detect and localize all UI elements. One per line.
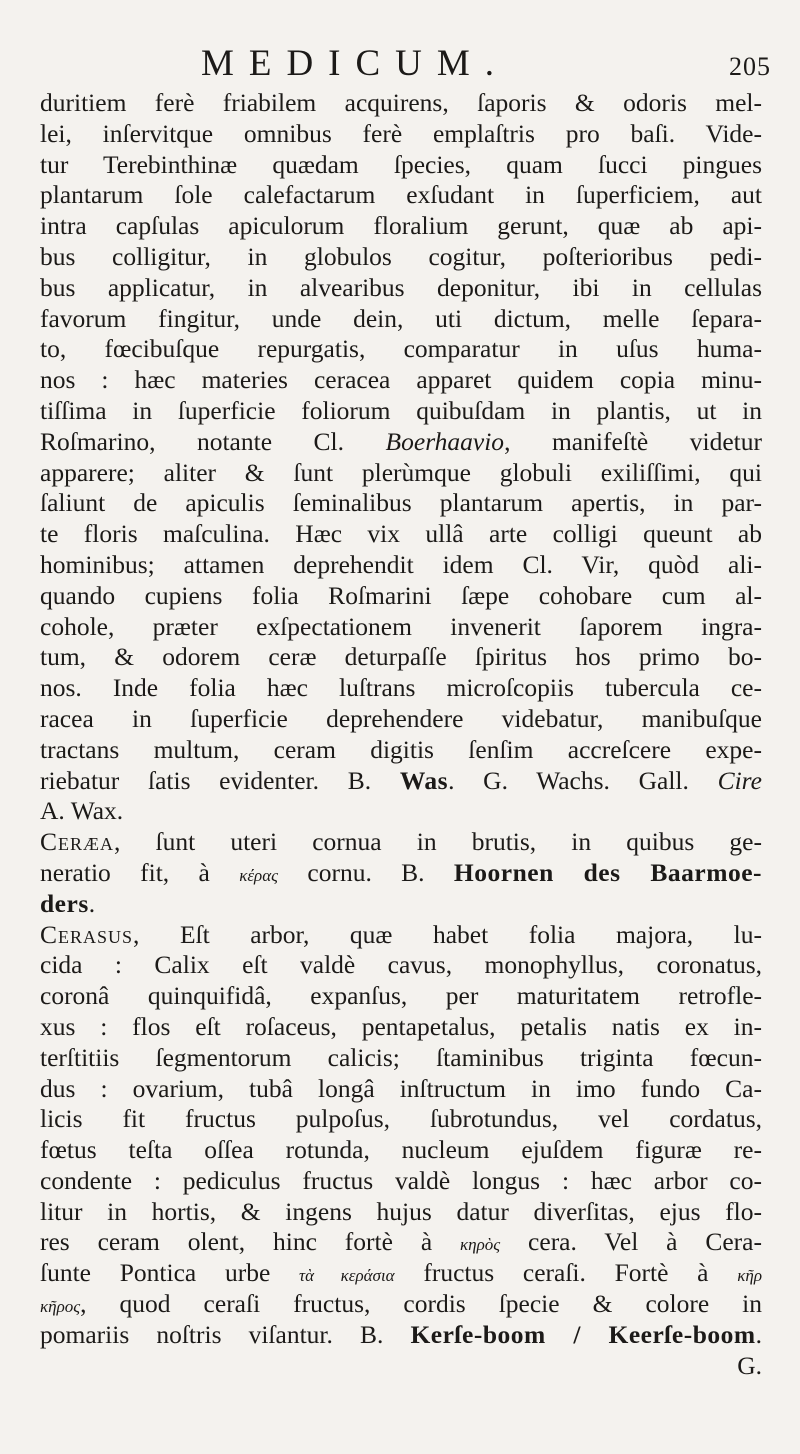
text-line (40, 1074, 762, 1105)
catchword: G. (737, 1350, 762, 1380)
text-line (40, 1320, 762, 1351)
text-line (40, 1012, 762, 1043)
text-segment: fœtus teſta oſſea rotunda, nucleum ejuſdem figuræ re- (40, 1135, 762, 1165)
text-line (40, 858, 762, 889)
running-head: MEDICUM. (200, 43, 510, 84)
text-line (40, 796, 762, 827)
text-line (40, 1227, 762, 1258)
text-line (40, 304, 762, 335)
page-number: 205 (729, 52, 771, 81)
text-segment: bus applicatur, in alvearibus deponitur, ibi in cellulas (40, 272, 762, 302)
text-segment: Hoornen des Baarmoe- (453, 857, 763, 887)
text-segment: , ſunt uteri cornua in brutis, in quibus ge- (114, 827, 762, 857)
page-header (0, 38, 800, 88)
text-segment: ſunte Pontica urbe (40, 1258, 299, 1288)
text-line (40, 735, 762, 766)
text-segment: duritiem ferè friabilem acquirens, ſaporis & odoris mel- (40, 88, 762, 117)
text-segment: κέρας (239, 865, 279, 885)
text-segment: bus colligitur, in globulos cogitur, poſterioribus pedi- (40, 241, 762, 271)
text-line (40, 889, 762, 920)
text-segment: , quod ceraſi fructus, cordis ſpecie & colore in (80, 1289, 762, 1319)
text-segment: nos : hæc materies ceracea apparet quidem copia minu- (40, 365, 762, 395)
text-segment: Cire (717, 765, 762, 795)
text-segment: , Eſt arbor, quæ habet folia majora, lu- (133, 919, 762, 949)
text-line (40, 88, 762, 119)
text-line (40, 612, 762, 643)
text-line (40, 581, 762, 612)
text-segment: Roſmarino, notante Cl. (40, 426, 386, 456)
text-line (40, 920, 762, 951)
text-segment: intra capſulas apiculorum floralium gerunt, quæ ab api- (40, 211, 762, 241)
text-line (40, 1135, 762, 1166)
text-line (40, 458, 762, 489)
text-line (40, 642, 762, 673)
text-segment: Kerſe-boom / Keerſe-boom (410, 1319, 756, 1349)
text-segment: res ceram olent, hinc fortè à (40, 1227, 461, 1257)
text-segment: condente : pediculus fructus valdè longus : hæc arbor co- (40, 1165, 762, 1195)
text-segment: cida : Calix eſt valdè cavus, monophyllus, coronatus, (40, 950, 762, 980)
text-line (40, 673, 762, 704)
text-segment: cohole, præter exſpectationem invenerit ſaporem ingra- (40, 611, 762, 641)
text-segment: lei, inſervitque omnibus ferè emplaſtris pro baſi. Vide- (40, 118, 762, 148)
text-segment: Boerhaavio (385, 426, 505, 456)
text-segment: fructus ceraſi. Fortè à (394, 1258, 738, 1288)
text-line (40, 211, 762, 242)
text-segment: riebatur ſatis evidenter. B. (40, 765, 400, 795)
text-segment: ſaliunt de apiculis ſeminalibus plantarum apertis, in par- (40, 488, 762, 518)
text-line (40, 704, 762, 735)
text-line (40, 1043, 762, 1074)
text-segment: tur Terebinthinæ quædam ſpecies, quam ſucci pingues (40, 149, 762, 179)
text-segment: tiſſima in ſuperficie foliorum quibuſdam in plantis, ut in (40, 395, 762, 425)
body-text (40, 88, 762, 1381)
text-line (40, 396, 762, 427)
text-segment: Cerasus (40, 919, 134, 949)
text-line (40, 1197, 762, 1228)
text-line (40, 1166, 762, 1197)
text-segment: , manifeſtè videtur (504, 426, 762, 456)
text-line (40, 550, 762, 581)
text-segment: licis fit fructus pulpoſus, ſubrotundus, vel cordatus, (40, 1104, 762, 1134)
text-segment: plantarum ſole calefactarum exſudant in ſuperficiem, aut (40, 180, 762, 210)
text-line (40, 180, 762, 211)
text-segment: τὰ κεράσια (299, 1266, 395, 1286)
text-segment: te floris maſculina. Hæc vix ullâ arte colligi queunt ab (40, 519, 762, 549)
text-segment: favorum fingitur, unde dein, uti dictum, melle ſepara- (40, 303, 762, 333)
text-line (40, 427, 762, 458)
text-line (40, 981, 762, 1012)
text-segment: Was (399, 765, 449, 795)
text-segment: A. Wax. (40, 796, 124, 826)
text-segment: neratio fit, à (40, 857, 240, 887)
text-line (40, 766, 762, 797)
text-segment: cornu. B. (278, 857, 454, 887)
text-segment: terſtitiis ſegmentorum calicis; ſtaminibus triginta fœcun- (40, 1042, 762, 1072)
text-line (40, 488, 762, 519)
text-line (40, 119, 762, 150)
text-segment: cera. Vel à Cera- (500, 1227, 762, 1257)
text-line (40, 1104, 762, 1135)
text-segment: . G. Wachs. Gall. (448, 765, 718, 795)
text-line (40, 950, 762, 981)
text-segment: . (755, 1319, 762, 1349)
text-segment: ders (40, 888, 89, 918)
text-line (40, 242, 762, 273)
text-segment: κηρὸς (460, 1235, 501, 1255)
text-line (40, 519, 762, 550)
text-line (40, 365, 762, 396)
text-segment: tum, & odorem ceræ deturpaſſe ſpiritus hos primo bo- (40, 642, 762, 672)
text-line (40, 1289, 762, 1320)
text-segment: pomariis noſtris viſantur. B. (40, 1319, 411, 1349)
text-line (40, 334, 762, 365)
text-segment: to, fœcibuſque repurgatis, comparatur in uſus huma- (40, 334, 762, 364)
text-segment: κῆρ (737, 1266, 762, 1286)
text-segment: κῆρος (40, 1297, 81, 1317)
text-segment: coronâ quinquifidâ, expanſus, per maturitatem retrofle- (40, 981, 762, 1011)
text-line (40, 150, 762, 181)
text-segment: litur in hortis, & ingens hujus datur diverſitas, ejus flo- (40, 1196, 762, 1226)
text-segment: apparere; aliter & ſunt plerùmque globuli exiliſſimi, qui (40, 457, 762, 487)
text-segment: nos. Inde folia hæc luſtrans microſcopiis tubercula ce- (40, 673, 762, 703)
text-segment: Ceræa (40, 827, 115, 857)
text-segment: quando cupiens folia Roſmarini ſæpe cohobare cum al- (40, 580, 762, 610)
text-line (40, 1258, 762, 1289)
text-segment: racea in ſuperficie deprehendere videbatur, manibuſque (40, 703, 762, 733)
text-segment: hominibus; attamen deprehendit idem Cl. Vir, quòd ali- (40, 549, 762, 579)
text-line (40, 273, 762, 304)
text-segment: . (88, 888, 96, 918)
text-line (40, 827, 762, 858)
text-segment: tractans multum, ceram digitis ſenſim accreſcere expe- (40, 734, 762, 764)
text-segment: xus : flos eſt roſaceus, pentapetalus, petalis natis ex in- (40, 1011, 762, 1041)
text-segment: dus : ovarium, tubâ longâ inſtructum in imo fundo Ca- (40, 1073, 762, 1103)
